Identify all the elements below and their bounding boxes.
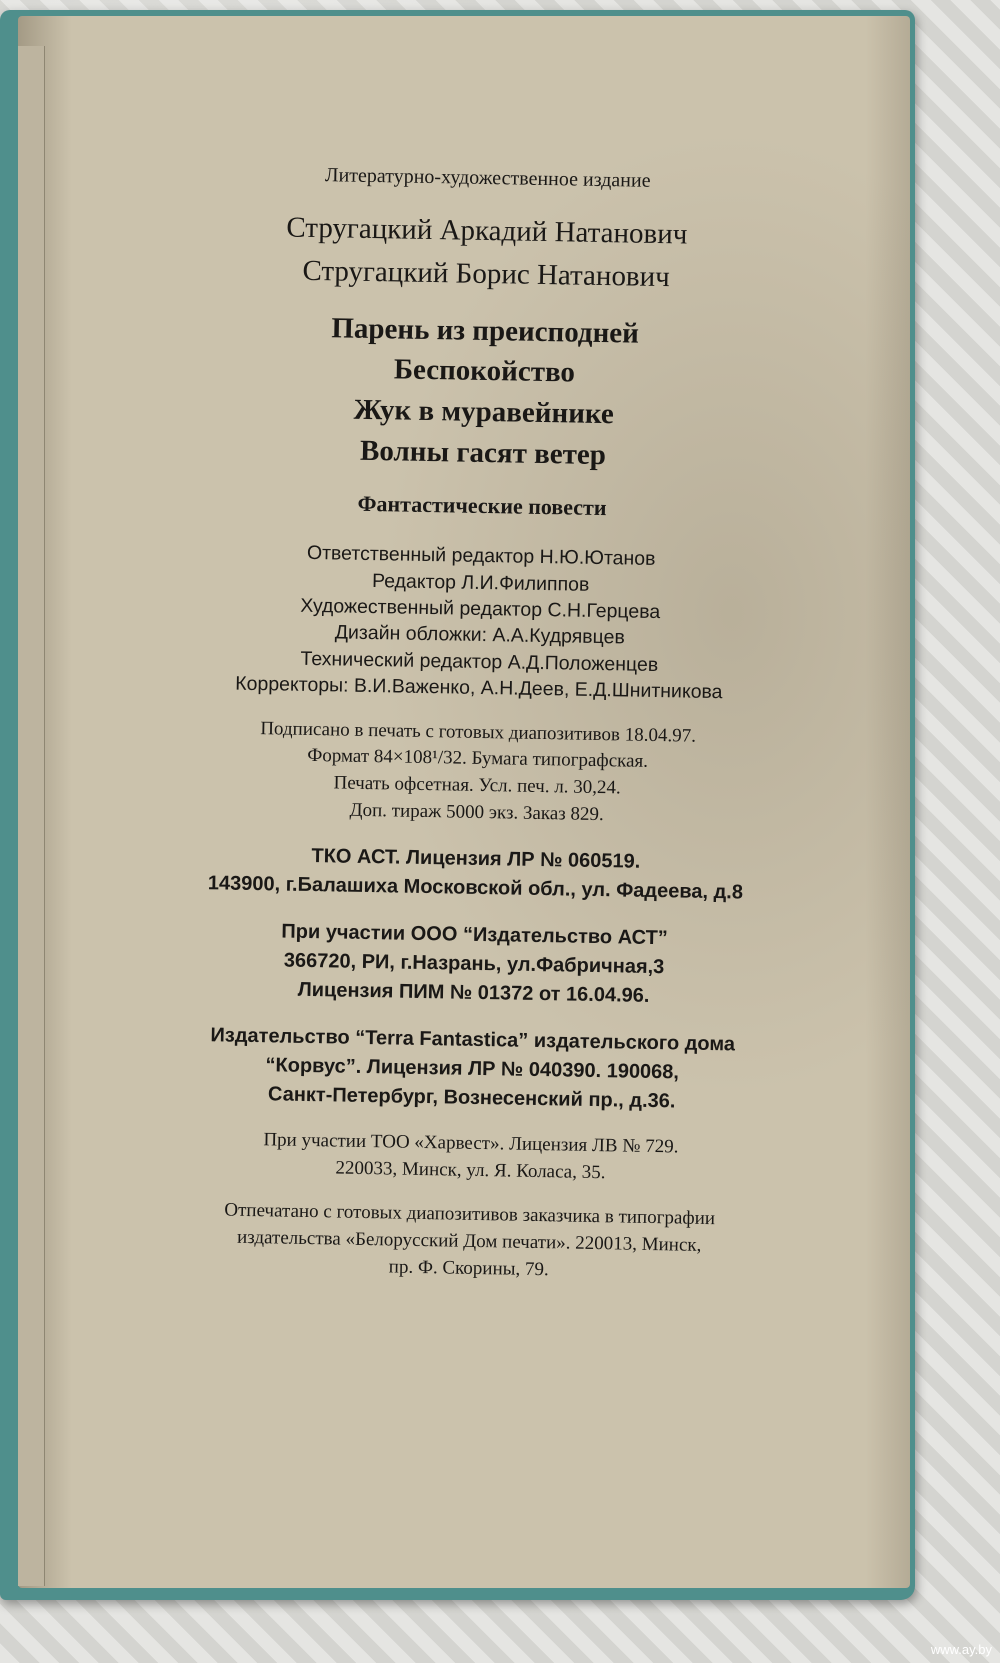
book-title: Парень из преисподней	[331, 311, 640, 350]
publisher-line: При участии ООО “Издательство АСТ”	[281, 920, 668, 949]
print-info-line: Доп. тираж 5000 экз. Заказ 829.	[349, 799, 604, 826]
watermark: www.ay.by	[930, 1642, 992, 1657]
series-line: Литературно-художественное издание	[324, 164, 651, 192]
publisher-line: При участии ТОО «Харвест». Лицензия ЛВ № 729.	[263, 1128, 679, 1158]
printer-line: пр. Ф. Скорины, 79.	[388, 1256, 549, 1281]
publisher-line: 143900, г.Балашиха Московской обл., ул. Фадеева, д.8	[207, 871, 744, 904]
publisher-line: Санкт-Петербург, Вознесенский пр., д.36.	[267, 1083, 676, 1113]
genre-line: Фантастические повести	[357, 490, 607, 520]
publisher-line: Издательство “Terra Fantastica” издательского дома	[210, 1023, 736, 1056]
publisher-line: ТКО АСТ. Лицензия ЛР № 060519.	[311, 844, 641, 873]
credit-line: Корректоры: В.И.Важенко, А.Н.Деев, Е.Д.Шнитникова	[235, 672, 723, 704]
print-info-line: Подписано в печать с готовых диапозитивов 18.04.97.	[260, 717, 697, 747]
print-info-line: Формат 84×108¹/32. Бумага типографская.	[307, 745, 649, 773]
book-title: Жук в муравейнике	[353, 393, 615, 431]
credit-line: Художественный редактор С.Н.Герцева	[300, 594, 661, 624]
book-title: Беспокойство	[393, 353, 576, 389]
book-title: Волны гасят ветер	[359, 434, 607, 472]
publisher-line: 220033, Минск, ул. Я. Коласа, 35.	[335, 1156, 606, 1183]
credit-line: Ответственный редактор Н.Ю.Ютанов	[306, 542, 656, 571]
credit-line: Редактор Л.И.Филиппов	[371, 569, 590, 596]
credit-line: Дизайн обложки: А.А.Кудрявцев	[334, 621, 625, 649]
author-line: Стругацкий Аркадий Натанович	[286, 211, 688, 251]
book-page	[18, 16, 910, 1588]
printer-line: издательства «Белорусский Дом печати». 220013, Минск,	[236, 1226, 702, 1256]
imprint-text	[149, 160, 808, 1290]
author-line: Стругацкий Борис Натанович	[302, 254, 671, 293]
publisher-line: 366720, РИ, г.Назрань, ул.Фабричная,3	[283, 949, 665, 978]
credit-line: Технический редактор А.Д.Положенцев	[300, 647, 659, 676]
left-page-edge	[18, 46, 45, 1586]
publisher-line: Лицензия ПИМ № 01372 от 16.04.96.	[297, 978, 650, 1007]
publisher-line: “Корвус”. Лицензия ЛР № 040390. 190068,	[265, 1053, 680, 1084]
printer-line: Отпечатано с готовых диапозитивов заказчика в типографии	[224, 1199, 716, 1230]
print-info-line: Печать офсетная. Усл. печ. л. 30,24.	[333, 772, 621, 799]
